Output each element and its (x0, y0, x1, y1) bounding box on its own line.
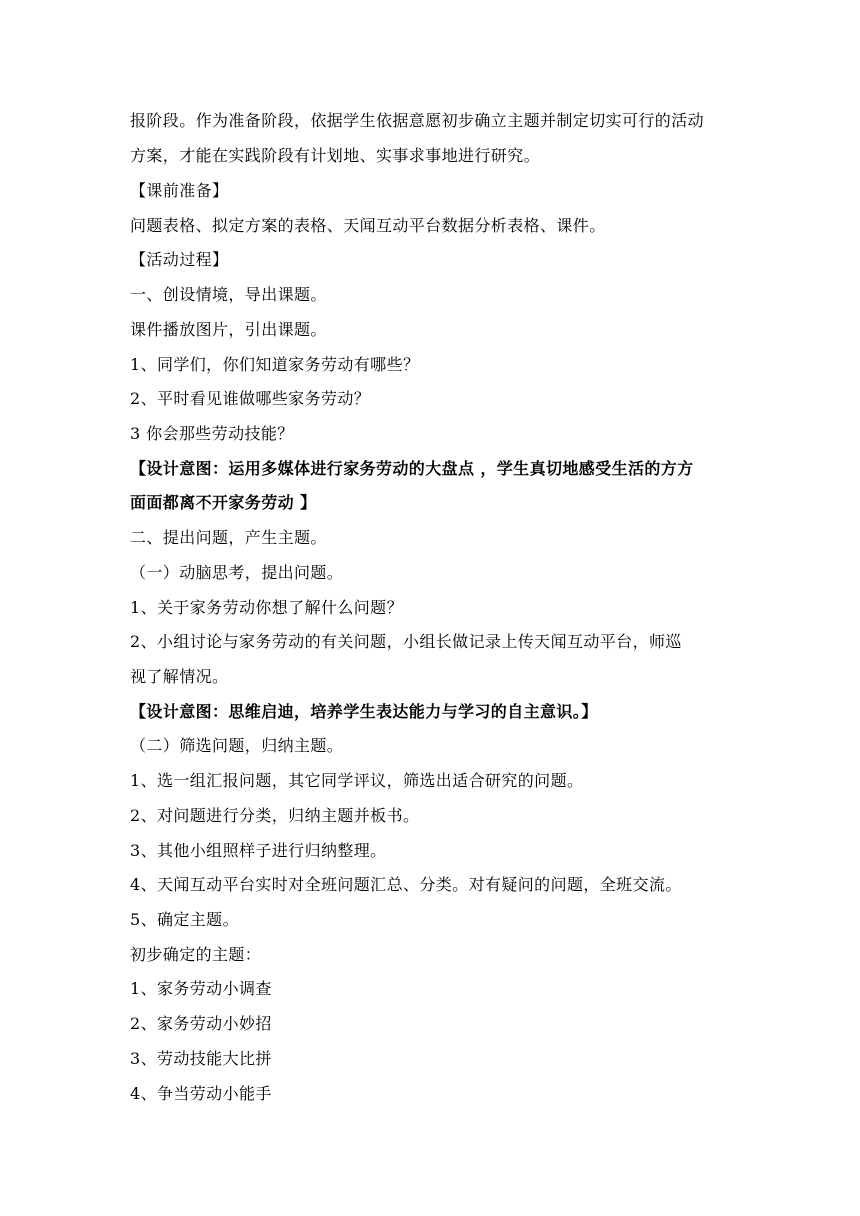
paragraph-line: 报阶段。作为准备阶段，依据学生依据意愿初步确立主题并制定切实可行的活动 (130, 111, 705, 130)
sub-heading: （一）动脑思考，提出问题。 (130, 563, 344, 582)
topic-item: 3、劳动技能大比拼 (130, 1049, 272, 1068)
list-item: 4、天闻互动平台实时对全班问题汇总、分类。对有疑问的问题，全班交流。 (130, 875, 682, 894)
step-heading: 一、创设情境，导出课题。 (130, 285, 327, 304)
list-item: 3、其他小组照样子进行归纳整理。 (130, 841, 387, 860)
paragraph-line: 初步确定的主题： (130, 945, 262, 964)
design-intent-note: 【设计意图：运用多媒体进行家务劳动的大盘点 ，学生真切地感受生活的方方 (130, 459, 694, 478)
paragraph-line: 课件播放图片，引出课题。 (130, 320, 327, 339)
list-item: 5、确定主题。 (130, 910, 239, 929)
list-item: 2、平时看见谁做哪些家务劳动？ (130, 389, 371, 408)
list-item: 1、同学们，你们知道家务劳动有哪些？ (130, 355, 420, 374)
design-intent-note: 面面都离不开家务劳动 】 (130, 493, 317, 512)
section-heading: 【活动过程】 (130, 250, 229, 269)
topic-item: 1、家务劳动小调查 (130, 979, 272, 998)
paragraph-line: 视了解情况。 (130, 667, 229, 686)
list-item: 3 你会那些劳动技能？ (130, 424, 294, 443)
paragraph-line: 方案，才能在实践阶段有计划地、实事求事地进行研究。 (130, 146, 541, 165)
topic-item: 4、争当劳动小能手 (130, 1084, 272, 1103)
step-heading: 二、提出问题，产生主题。 (130, 528, 327, 547)
topic-item: 2、家务劳动小妙招 (130, 1014, 272, 1033)
section-heading: 【课前准备】 (130, 181, 229, 200)
list-item: 2、小组讨论与家务劳动的有关问题，小组长做记录上传天闻互动平台，师巡 (130, 632, 682, 651)
list-item: 1、关于家务劳动你想了解什么问题？ (130, 598, 403, 617)
design-intent-note: 【设计意图：思维启迪，培养学生表达能力与学习的自主意识。】 (130, 702, 598, 721)
list-item: 2、对问题进行分类，归纳主题并板书。 (130, 806, 420, 825)
list-item: 1、选一组汇报问题，其它同学评议，筛选出适合研究的问题。 (130, 771, 584, 790)
paragraph-line: 问题表格、拟定方案的表格、天闻互动平台数据分析表格、课件。 (130, 216, 606, 235)
sub-heading: （二）筛选问题，归纳主题。 (130, 736, 344, 755)
